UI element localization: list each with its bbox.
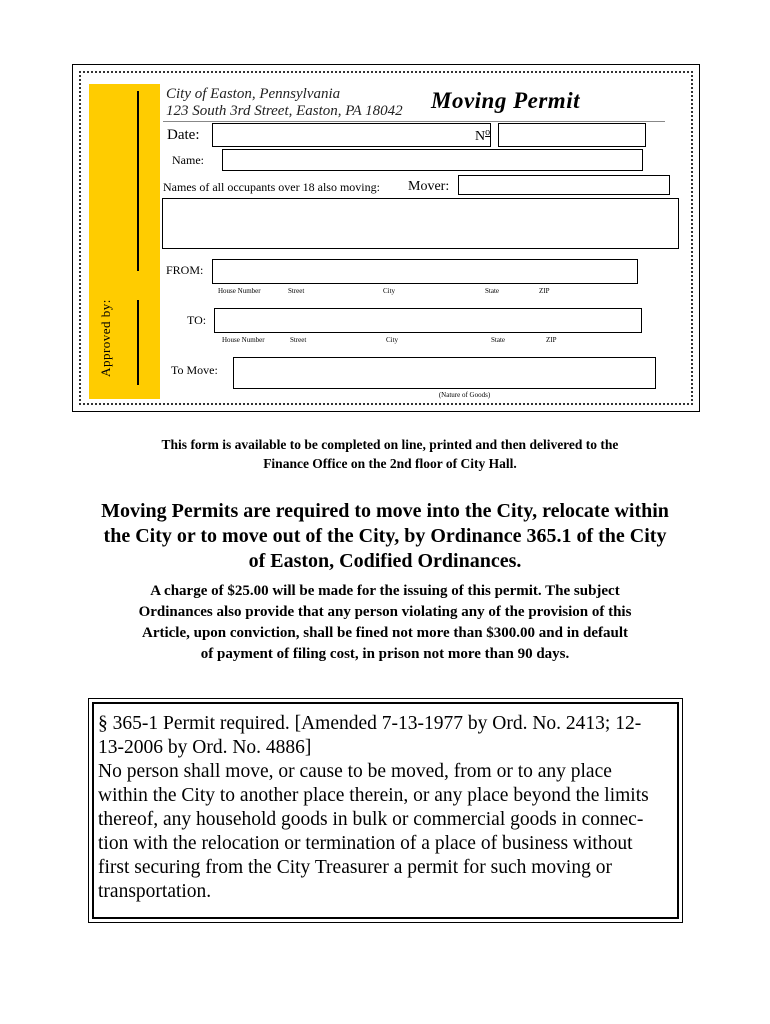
ordinance-line: first securing from the City Treasurer a permit for such moving or [98,857,612,878]
to-caption-zip: ZIP [546,336,557,344]
ordinance-line: 13-2006 by Ord. No. 4886] [98,737,312,758]
permit-number-field[interactable] [498,123,646,147]
date-label: Date: [167,127,200,143]
occupants-label: Names of all occupants over 18 also moving: [163,180,380,194]
permit-requirement-heading [60,499,710,574]
from-caption-street: Street [288,287,305,295]
to-caption-city: City [386,336,399,344]
availability-notice-line: Finance Office on the 2nd floor of City Hall. [263,456,517,471]
approval-line-lower [137,300,139,385]
from-caption-house: House Number [218,287,261,295]
from-caption-zip: ZIP [539,287,550,295]
requirement-line: the City or to move out of the City, by Ordinance 365.1 of the City [103,525,667,547]
city-name: City of Easton, Pennsylvania [166,86,341,102]
nature-of-goods-caption: (Nature of Goods) [438,391,491,399]
approval-line-upper [137,91,139,271]
date-field[interactable] [212,123,491,147]
from-label: FROM: [166,263,204,277]
charge-line: A charge of $25.00 will be made for the issuing of this permit. The subject [150,583,620,599]
approved-by-label: Approved by: [98,299,113,377]
mover-label: Mover: [408,179,450,194]
form-title: Moving Permit [431,88,580,113]
ordinance-line: within the City to another place therein, or any place beyond the limits [98,785,649,806]
ordinance-line: § 365-1 Permit required. [Amended 7-13-1977 by Ord. No. 2413; 12- [98,713,642,734]
requirement-line: of Easton, Codified Ordinances. [248,550,522,572]
nature-of-goods-field[interactable] [233,357,656,389]
name-label: Name: [172,153,204,167]
availability-notice-line: This form is available to be completed on line, printed and then delivered to the [161,437,619,452]
occupants-field[interactable] [162,198,679,249]
from-caption-city: City [383,287,396,295]
header-rule [163,121,665,122]
ordinance-line: transportation. [98,881,212,902]
to-label: TO: [187,313,207,327]
to-move-label: To Move: [171,363,218,377]
to-address-field[interactable] [214,308,642,333]
number-label: $N^o$ [475,127,491,144]
ordinance-line: No person shall move, or cause to be moved, from or to any place [98,761,612,782]
from-caption-state: State [485,287,499,295]
mover-field[interactable] [458,175,670,195]
charge-line: of payment of filing cost, in prison not more than 90 days. [200,646,570,662]
city-address: 123 South 3rd Street, Easton, PA 18042 [166,103,403,119]
charge-line: Article, upon conviction, shall be fined not more than $300.00 and in default [141,625,628,641]
ordinance-text [98,712,674,904]
requirement-line: Moving Permits are required to move into the City, relocate within [101,500,669,522]
charge-paragraph [60,581,710,665]
ordinance-line: thereof, any household goods in bulk or commercial goods in connec- [98,809,644,830]
to-caption-state: State [491,336,505,344]
ordinance-line: tion with the relocation or termination of a place of business without [98,833,633,854]
to-caption-house: House Number [222,336,265,344]
name-field[interactable] [222,149,643,171]
availability-notice [80,435,700,473]
from-address-field[interactable] [212,259,638,284]
to-caption-street: Street [290,336,307,344]
charge-line: Ordinances also provide that any person violating any of the provision of this [138,604,632,620]
